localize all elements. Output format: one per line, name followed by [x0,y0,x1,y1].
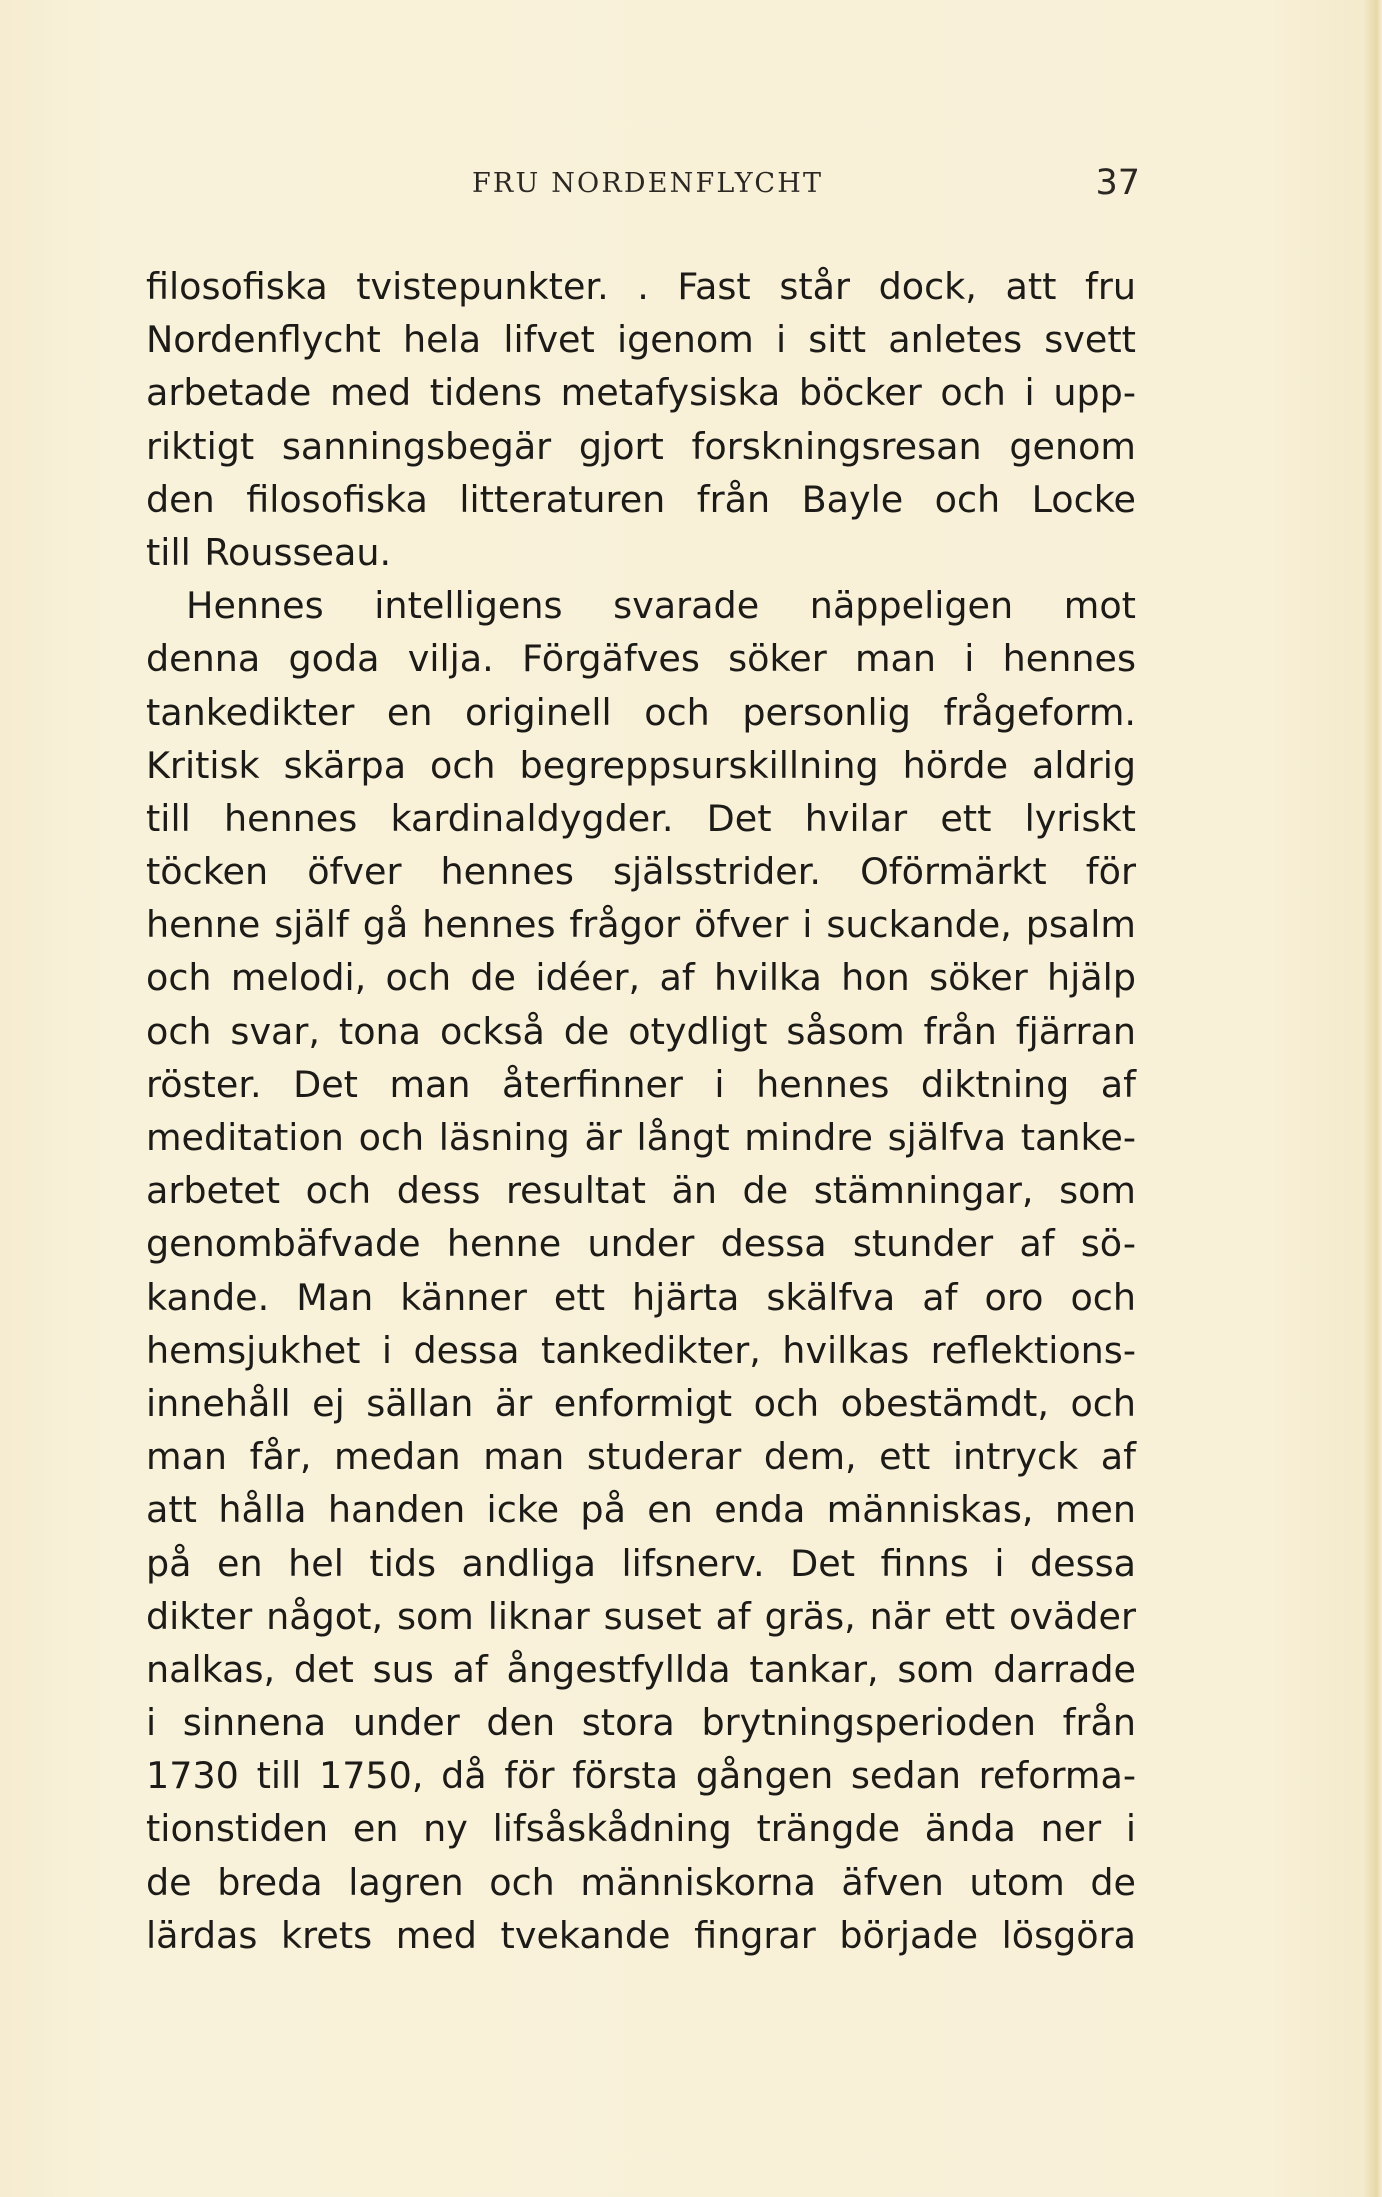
text-line-17: meditation och läsning är långt mindre själfva tanke- [146,1116,1136,1159]
page-edge-shadow [1364,0,1382,2197]
text-line-1: filosofiska tvistepunkter. . Fast står dock, att fru [146,265,1136,308]
text-line-20: kande. Man känner ett hjärta skälfva af oro och [146,1275,1136,1319]
text-line-8: denna goda vilja. Förgäfves söker man i hennes [146,637,1136,681]
text-line-26: dikter något, som liknar suset af gräs, när ett oväder [146,1594,1136,1638]
text-line-9: tankedikter en originell och personlig frågeform. [146,690,1136,734]
running-title: FRU NORDENFLYCHT [472,168,824,199]
text-line-22: innehåll ej sällan är enformigt och obestämdt, och [146,1381,1136,1425]
text-line-12: töcken öfver hennes själsstrider. Oförmärkt för [146,850,1136,894]
text-line-3: arbetade med tidens metafysiska böcker och i upp- [146,371,1136,415]
body-text [146,260,1136,1962]
text-line-28: i sinnena under den stora brytningsperioden från [146,1701,1136,1745]
text-line-6: till Rousseau. [146,530,392,574]
text-line-31: de breda lagren och människorna äfven utom de [146,1860,1136,1904]
text-line-16: röster. Det man återfinner i hennes diktning af [146,1062,1136,1106]
text-line-19: genombäfvade henne under dessa stunder af sö- [146,1222,1136,1266]
text-line-2: Nordenflycht hela lifvet igenom i sitt anletes svett [146,318,1136,362]
text-line-24: att hålla handen icke på en enda människas, men [146,1488,1136,1532]
page-number: 37 [1095,163,1140,203]
text-line-7: Hennes intelligens svarade näppeligen mot [186,584,1136,628]
text-line-27: nalkas, det sus af ångestfyllda tankar, som darrade [146,1647,1136,1691]
text-line-25: på en hel tids andliga lifsnerv. Det finns i dessa [146,1541,1136,1585]
text-line-15: och svar, tona också de otydligt såsom från fjärran [146,1009,1136,1053]
text-line-5: den filosofiska litteraturen från Bayle och Locke [146,477,1136,521]
text-line-21: hemsjukhet i dessa tankedikter, hvilkas reflektions- [146,1328,1136,1372]
text-line-18: arbetet och dess resultat än de stämningar, som [146,1169,1136,1213]
text-line-29: 1730 till 1750, då för första gången sedan reforma- [146,1754,1136,1798]
text-line-4: riktigt sanningsbegär gjort forskningsresan genom [146,424,1136,468]
text-line-13: henne själf gå hennes frågor öfver i suckande, psalm [146,903,1136,947]
text-line-10: Kritisk skärpa och begreppsurskillning hörde aldrig [146,743,1136,787]
text-line-32: lärdas krets med tvekande fingrar började lösgöra [146,1913,1136,1957]
text-line-23: man får, medan man studerar dem, ett intryck af [146,1435,1136,1479]
text-line-11: till hennes kardinaldygder. Det hvilar ett lyriskt [146,796,1136,840]
text-line-14: och melodi, och de idéer, af hvilka hon söker hjälp [146,956,1136,1000]
text-line-30: tionstiden en ny lifsåskådning trängde ända ner i [146,1807,1136,1851]
page-header [472,162,1140,216]
